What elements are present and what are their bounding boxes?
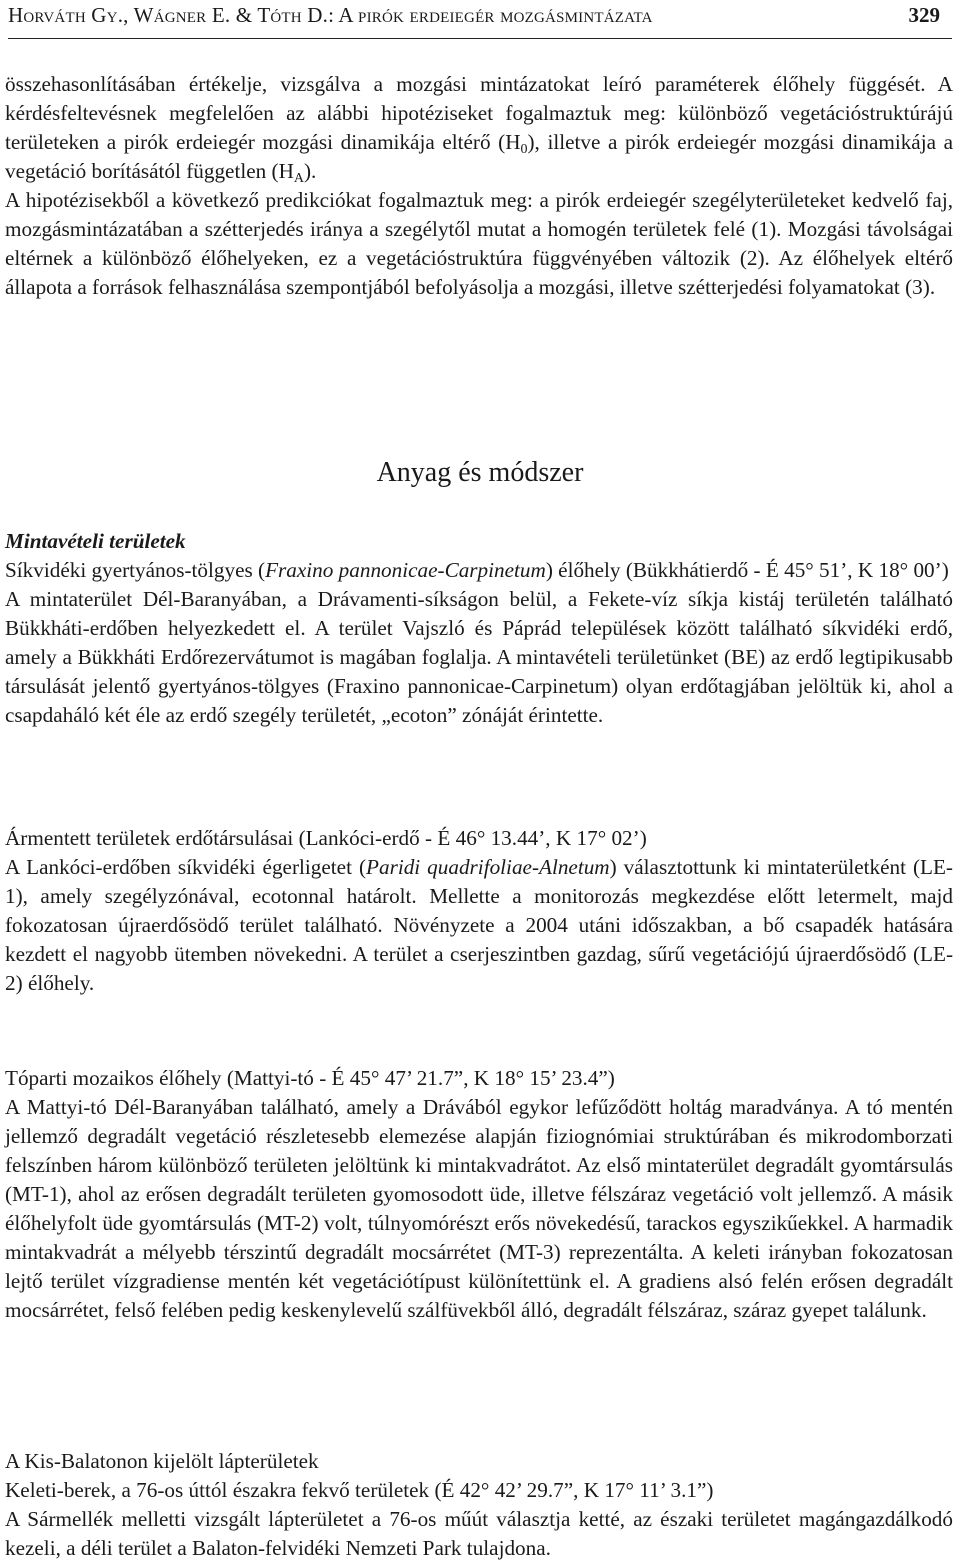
site1-latin-name: Fraxino pannonicae-Carpinetum	[265, 558, 546, 582]
intro-block	[5, 70, 953, 302]
site1-title: Síkvidéki gyertyános-tölgyes (Fraxino pannonicae-Carpinetum) élőhely (Bükkhátierdő - É 45° 51’, K 18° 00’)	[5, 558, 949, 582]
intro-paragraph-1	[5, 70, 953, 186]
sampling-block-1	[5, 527, 953, 730]
site4-title: A Kis-Balatonon kijelölt lápterületek	[5, 1449, 319, 1473]
subheading-sampling-sites: Mintavételi területek	[5, 529, 186, 553]
intro-p1-text-a: összehasonlításában értékelje, vizsgálva a mozgási mintázatokat leíró paraméterek élőhely függését. A kérdésfeltevésnek megfelelően az alábbi hipotéziseket fogalmaztuk meg: különböző vegetációstruktúrájú területeken a pirók erdeiegér mozgási dinamikája eltérő (H	[5, 72, 953, 154]
site4-body: A Sármellék melletti vizsgált lápterületet a 76-os műút választja ketté, az északi területet magángazdálkodó kezeli, a déli terület a Balaton-felvidéki Nemzeti Park tulajdona.	[5, 1507, 953, 1560]
hypothesis-h0-subscript: 0	[520, 142, 528, 157]
site2-latin-name: Paridi quadrifoliae-Alnetum	[366, 855, 610, 879]
intro-p1-text-b: ), illetve a pirók erdeiegér mozgási dinamikája a vegetáció borításától független (H	[5, 130, 953, 183]
intro-p1-text-c: ).	[304, 159, 317, 183]
section-title: Anyag és módszer	[376, 457, 584, 488]
sampling-block-3	[5, 1064, 953, 1325]
hypothesis-ha-subscript: A	[293, 171, 304, 186]
page-number: 329	[908, 3, 940, 27]
site2-title: Ármentett területek erdőtársulásai (Lankóci-erdő - É 46° 13.44’, K 17° 02’)	[5, 826, 647, 850]
intro-paragraph-2: A hipotézisekből a következő predikciókat fogalmaztuk meg: a pirók erdeiegér szegélyterületeket kedvelő faj, mozgásmintázatában a szétterjedés iránya a szegélytől mutat a homogén területek felé (1). Mozgási távolságai eltérnek a különböző élőhelyeken, ez a vegetációstruktúra függvényében változik (2). Az élőhelyek eltérő állapota a források felhasználása szempontjából befolyásolja a mozgási, illetve szétterjedési folyamatokat (3).	[5, 188, 953, 299]
running-header	[8, 0, 952, 39]
sampling-block-4	[5, 1447, 953, 1563]
sampling-block-2	[5, 824, 953, 998]
site2-body: A Lankóci-erdőben síkvidéki égerligetet (Paridi quadrifoliae-Alnetum) választottunk ki mintaterületként (LE-1), amely szegélyzónával, ecotonnal határolt. Mellette a monitorozás megkezdése előtt letermelt, majd fokozatosan újraerdősödő terület található. Növényzete a 2004 utáni időszakban, a bő csapadék hatására kezdett el nagyobb ütemben növekedni. A terület a cserjeszintben gazdag, sűrű vegetációjú újraerdősödő (LE-2) élőhely.	[5, 855, 953, 995]
site3-title: Tóparti mozaikos élőhely (Mattyi-tó - É 45° 47’ 21.7”, K 18° 15’ 23.4”)	[5, 1066, 615, 1090]
site3-body: A Mattyi-tó Dél-Baranyában található, amely a Drávából egykor lefűződött holtág maradványa. A tó mentén jellemző degradált vegetáció részletesebb elemezése alapján fiziognómiai struktúrában és mikrodomborzati felszínben három különböző területen jelöltünk ki mintakvadrátot. Az első mintaterület degradált gyomtársulás (MT-1), ahol az erősen degradált területen gyomosodott üde, illetve félszáraz vegetáció volt jellemző. A másik élőhelyfolt üde gyomtársulás (MT-2) volt, túlnyomórészt erős növekedésű, tarackos egyszikűekkel. A harmadik mintakvadrát a mélyebb térszintű degradált mocsárrétet (MT-3) reprezentálta. A keleti irányban fokozatosan lejtő terület vízgradiense mentén két vegetációtípust különítettünk el. A gradiens alsó felén erősen degradált mocsárrétet, felső felében pedig keskenylevelű szálfüvekből álló, degradált félszáraz, száraz gyepet találunk.	[5, 1095, 953, 1322]
site1-body: A mintaterület Dél-Baranyában, a Drávamenti-síkságon belül, a Fekete-víz síkja kistáj területén található Bükkháti-erdőben helyezkedett el. A terület Vajszló és Páprád települések között található síkvidéki erdő, amely a Bükkháti Erdőrezervátumot is magában foglalja. A mintavételi területünket (BE) az erdő legtipikusabb társulását jelentő gyertyános-tölgyes (Fraxino pannonicae-Carpinetum) olyan erdőtagjában jelöltük ki, ahol a csapdaháló két éle az erdő szegély területét, „ecoton” zónáját érintette.	[5, 587, 953, 727]
site4-subtitle: Keleti-berek, a 76-os úttól északra fekvő területek (É 42° 42’ 29.7”, K 17° 11’ 3.1”)	[5, 1478, 714, 1502]
running-title: Horváth Gy., Wágner E. & Tóth D.: A pirók erdeiegér mozgásmintázata	[8, 3, 653, 27]
